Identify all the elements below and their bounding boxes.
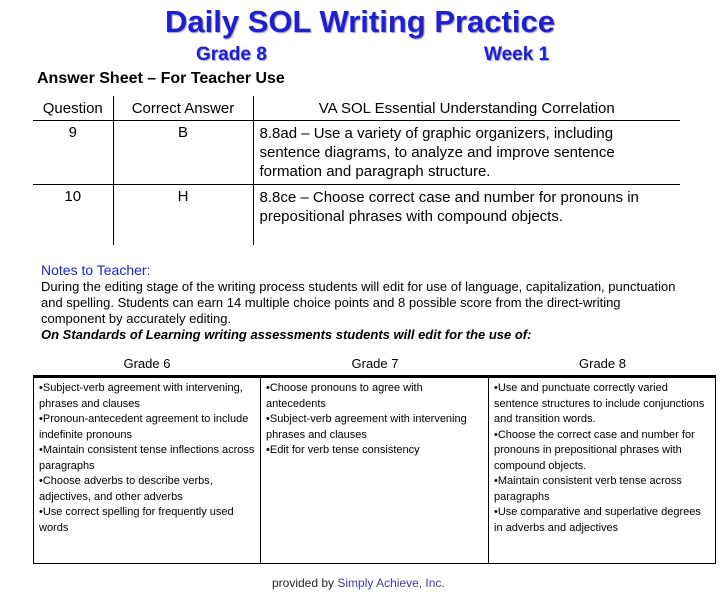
answer-sheet-subtitle: Answer Sheet – For Teacher Use — [37, 70, 285, 87]
list-item: •Maintain consistent verb tense across paragraphs — [494, 475, 682, 503]
grade-6-heading: Grade 6 — [123, 356, 171, 371]
list-item: •Pronoun-antecedent agreement to include indefinite pronouns — [39, 413, 249, 441]
notes-body: During the editing stage of the writing process students will edit for use of language, capitalization, punctuation and spelling. Students can earn 14 multiple choice points and 8 possible score from the direct-writing component by accurately editing. — [41, 279, 676, 326]
column-header-correct-answer: Correct Answer — [113, 96, 253, 121]
question-number: 10 — [33, 185, 113, 245]
correct-answer: H — [113, 185, 253, 245]
grade-comparison — [33, 353, 716, 564]
answer-table-header-row — [33, 96, 680, 121]
list-item: •Edit for verb tense consistency — [266, 444, 420, 456]
list-item: •Maintain consistent tense inflections across paragraphs — [39, 444, 255, 472]
list-item: •Subject-verb agreement with intervening phrases and clauses — [266, 413, 467, 441]
list-item: •Subject-verb agreement with intervening, phrases and clauses — [39, 382, 243, 410]
grade-8-heading: Grade 8 — [579, 356, 626, 371]
table-row — [33, 185, 680, 245]
notes-emphasis: On Standards of Learning writing assessments students will edit for the use of: — [41, 327, 532, 342]
list-item: •Choose adverbs to describe verbs, adjectives, and other adverbs — [39, 475, 213, 503]
list-item: •Choose the correct case and number for pronouns in prepositional phrases with compound objects. — [494, 428, 695, 472]
notes-label: Notes to Teacher: — [41, 262, 151, 278]
grade-8-list — [489, 378, 716, 564]
list-item: •Use comparative and superlative degrees in adverbs and adjectives — [494, 506, 701, 534]
sol-correlation: 8.8ce – Choose correct case and number for pronouns in prepositional phrases with compound objects. — [259, 189, 639, 225]
grade-label: Grade 8 — [196, 44, 267, 65]
column-header-question: Question — [33, 96, 113, 121]
column-header-correlation: VA SOL Essential Understanding Correlation — [253, 96, 680, 121]
footer-credit — [272, 576, 445, 590]
table-row — [33, 121, 680, 185]
list-item: •Choose pronouns to agree with antecedents — [266, 382, 423, 410]
list-item: •Use and punctuate correctly varied sentence structures to include conjunctions and transition words. — [494, 382, 705, 425]
footer-prefix: provided by — [272, 576, 335, 590]
page-title: Daily SOL Writing Practice — [165, 4, 555, 39]
grade-7-list — [261, 378, 489, 564]
week-label: Week 1 — [484, 44, 550, 65]
list-item: •Use correct spelling for frequently used words — [39, 506, 234, 534]
footer-brand: Simply Achieve, Inc. — [337, 576, 445, 590]
correct-answer: B — [113, 121, 253, 185]
question-number: 9 — [33, 121, 113, 185]
grade-7-heading: Grade 7 — [351, 356, 399, 371]
sol-correlation: 8.8ad – Use a variety of graphic organizers, including sentence diagrams, to analyze and improve sentence formation and paragraph structure. — [253, 121, 680, 185]
answer-table — [33, 96, 680, 245]
grade-6-list — [33, 378, 261, 564]
